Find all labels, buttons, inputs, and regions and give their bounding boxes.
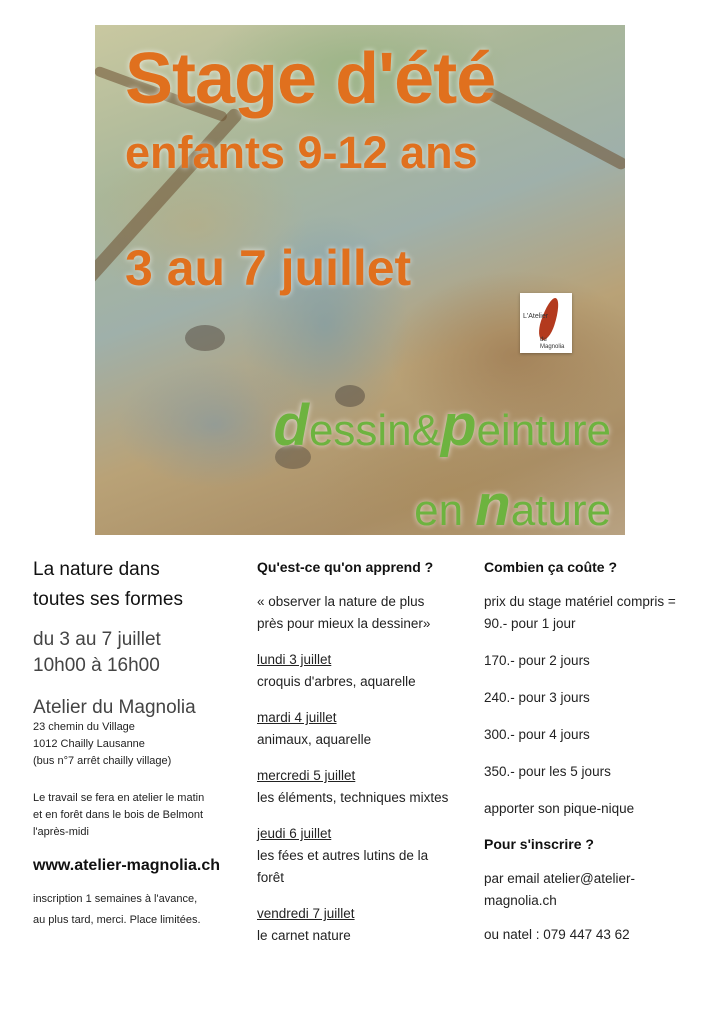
dates-hours: du 3 au 7 juillet 10h00 à 16h00 <box>33 629 161 676</box>
price-item: 240.- pour 3 jours <box>484 690 590 705</box>
day-activity: le carnet nature <box>257 928 351 943</box>
day-label: jeudi 6 juillet <box>257 826 332 841</box>
program-day <box>257 649 477 693</box>
picnic-note: apporter son pique-nique <box>484 801 635 816</box>
atelier-logo <box>520 293 572 353</box>
day-label: lundi 3 juillet <box>257 652 332 667</box>
register-email[interactable]: par email atelier@atelier- magnolia.ch <box>484 871 636 908</box>
program-heading: Qu'est-ce qu'on apprend ? <box>257 559 434 575</box>
logo-text-small: du Magnolia <box>540 337 565 350</box>
registration-note: inscription 1 semaines à l'avance, au plus tard, merci. Place limitées. <box>33 893 201 926</box>
banner-painting <box>95 25 625 535</box>
place-name: Atelier du Magnolia <box>33 697 196 718</box>
painted-rock <box>185 325 225 351</box>
program-day <box>257 707 477 751</box>
program-day <box>257 765 477 809</box>
price-item: 300.- pour 4 jours <box>484 727 590 742</box>
program-day <box>257 823 477 889</box>
day-activity: les éléments, techniques mixtes <box>257 790 449 805</box>
lead-text: La nature dans toutes ses formes <box>33 559 183 610</box>
price-item: 350.- pour les 5 jours <box>484 764 611 779</box>
register-heading: Pour s'inscrire ? <box>484 836 594 852</box>
day-label: vendredi 7 juillet <box>257 906 355 921</box>
price-heading: Combien ça coûte ? <box>484 559 618 575</box>
title-stage: Stage d'été <box>125 39 496 119</box>
title-age: enfants 9-12 ans <box>125 127 478 178</box>
painted-branch <box>482 86 625 172</box>
right-column <box>484 555 714 946</box>
tagline-drawing-painting: dessin&peinture <box>273 393 611 458</box>
day-activity: forêt <box>257 870 285 885</box>
day-label: mercredi 5 juillet <box>257 768 356 783</box>
logo-text: L'Atelier <box>523 313 549 320</box>
left-column <box>33 555 248 931</box>
address: 23 chemin du Village 1012 Chailly Lausanne (bus n°7 arrêt chailly village) <box>33 721 172 767</box>
program-day <box>257 903 477 947</box>
day-label: mardi 4 juillet <box>257 710 337 725</box>
quote: « observer la nature de plus près pour mieux la dessiner» <box>257 594 431 631</box>
day-activity: les fées et autres lutins de la <box>257 848 429 863</box>
price-intro: prix du stage matériel compris = <box>484 594 676 609</box>
website-link[interactable]: www.atelier-magnolia.ch <box>33 857 221 874</box>
register-phone: ou natel : 079 447 43 62 <box>484 927 630 942</box>
tagline-nature: en nature <box>414 473 611 535</box>
price-item: 90.- pour 1 jour <box>484 616 576 631</box>
day-activity: animaux, aquarelle <box>257 732 372 747</box>
middle-column <box>257 555 477 947</box>
price-item: 170.- pour 2 jours <box>484 653 590 668</box>
title-dates: 3 au 7 juillet <box>125 240 412 296</box>
schedule-note: Le travail se fera en atelier le matin et en forêt dans le bois de Belmont l'après-midi <box>33 792 205 838</box>
day-activity: croquis d'arbres, aquarelle <box>257 674 416 689</box>
